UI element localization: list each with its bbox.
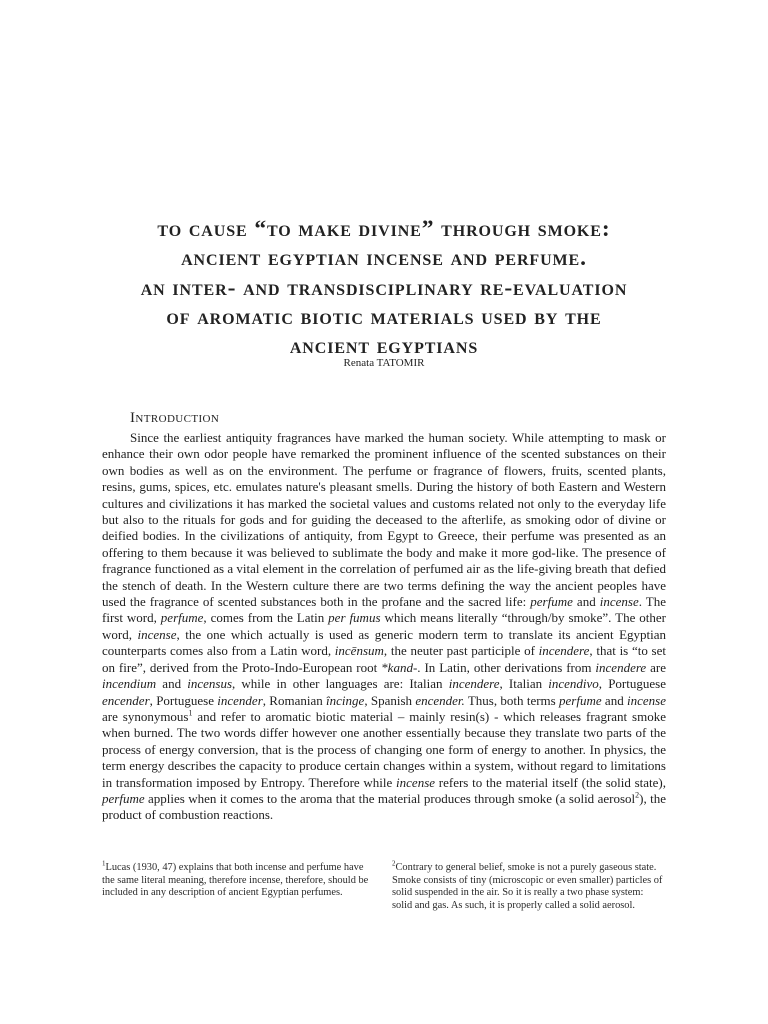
footnote-text: Contrary to general belief, smoke is not a purely gaseous state. Smoke consists of tiny (microscopic or even smaller) particles of solid suspended in the air. So it is really a two phase system: solid and gas. As such, it is properly called a solid aerosol.: [392, 862, 663, 911]
article-title: [60, 215, 708, 362]
section-heading: Introduction: [130, 410, 220, 426]
title-line: ancient egyptian incense and perfume.: [181, 245, 587, 272]
title-line: ancient egyptians: [289, 333, 479, 360]
footnote-text: Lucas (1930, 47) explains that both incense and perfume have the same literal meaning, therefore incense, therefore, should be included in any description of ancient Egyptian perfumes.: [102, 862, 369, 899]
title-line: an inter- and transdisciplinary re-evaluation: [140, 274, 628, 301]
title-line: to cause “to make divine” through smoke:: [157, 215, 611, 242]
title-line: of aromatic biotic materials used by the: [166, 303, 602, 330]
body-text: [102, 430, 666, 824]
introduction-paragraph: Since the earliest antiquity fragrances have marked the human society. While attempting to mask or enhance their own odor people have remarked the prominent influence of the scented substances on their own bodies as well as on the environment. The perfume or fragrance of flowers, fruits, scented plants, resins, gums, spices, etc. emulates nature's pleasant smells. During the history of both Eastern and Western cultures and civilizations it has marked the societal values and customs related not only to the everyday life but also to the rituals for gods and for guiding the deceased to the afterlife, as smoking odor of divine or deified bodies. In the civilizations of antiquity, from Egypt to Greece, their perfume was presented as an offering to them because it was believed to sublimate the body and make it more god-like. The presence of fragrance functioned as a vital element in the correlation of perfumed air as the life-giving breath that defied the stench of death. In the Western culture there are two terms defining the way the ancient peoples have used the fragrance of scented substances both in the profane and the sacred life: perfume and incense. The first word, perfume, comes from the Latin per fumus which means literally “through/by smoke”. The other word, incense, the one which actually is used as generic modern term to translate its ancient Egyptian counterparts comes also from a Latin word, incēnsum, the neuter past participle of incendere, that is “to set on fire”, derived from the Proto-Indo-European root *kand-. In Latin, other derivations from incendere are incendium and incensus, while in other languages are: Italian incendere, Italian incendivo, Portuguese encender, Portuguese incender, Romanian încinge, Spanish encender. Thus, both terms perfume and incense are synonymous$^1$ and refer to aromatic biotic material – mainly resin(s) - which releases fragrant smoke when burned. The two words differ however one another essentially because they translate two parts of the process of energy conversion, that is the process of changing one form of energy to another. In physics, the term energy describes the capacity to produce certain changes within a system, without regard to limitations in transformation imposed by Entropy. Therefore while incense refers to the material itself (the solid state), perfume applies when it comes to the aroma that the material produces through smoke (a solid aerosol$^2$), the product of combustion reactions.: [102, 430, 667, 823]
footnote-ref-1: 1: [188, 708, 193, 718]
footnote-ref-2: 2: [635, 790, 640, 800]
footnote-marker: 1: [102, 859, 106, 868]
footnote-2: [392, 859, 666, 912]
footnote-marker: 2: [392, 859, 396, 868]
author-name: Renata TATOMIR: [343, 357, 425, 369]
footnote-1: [102, 859, 376, 900]
